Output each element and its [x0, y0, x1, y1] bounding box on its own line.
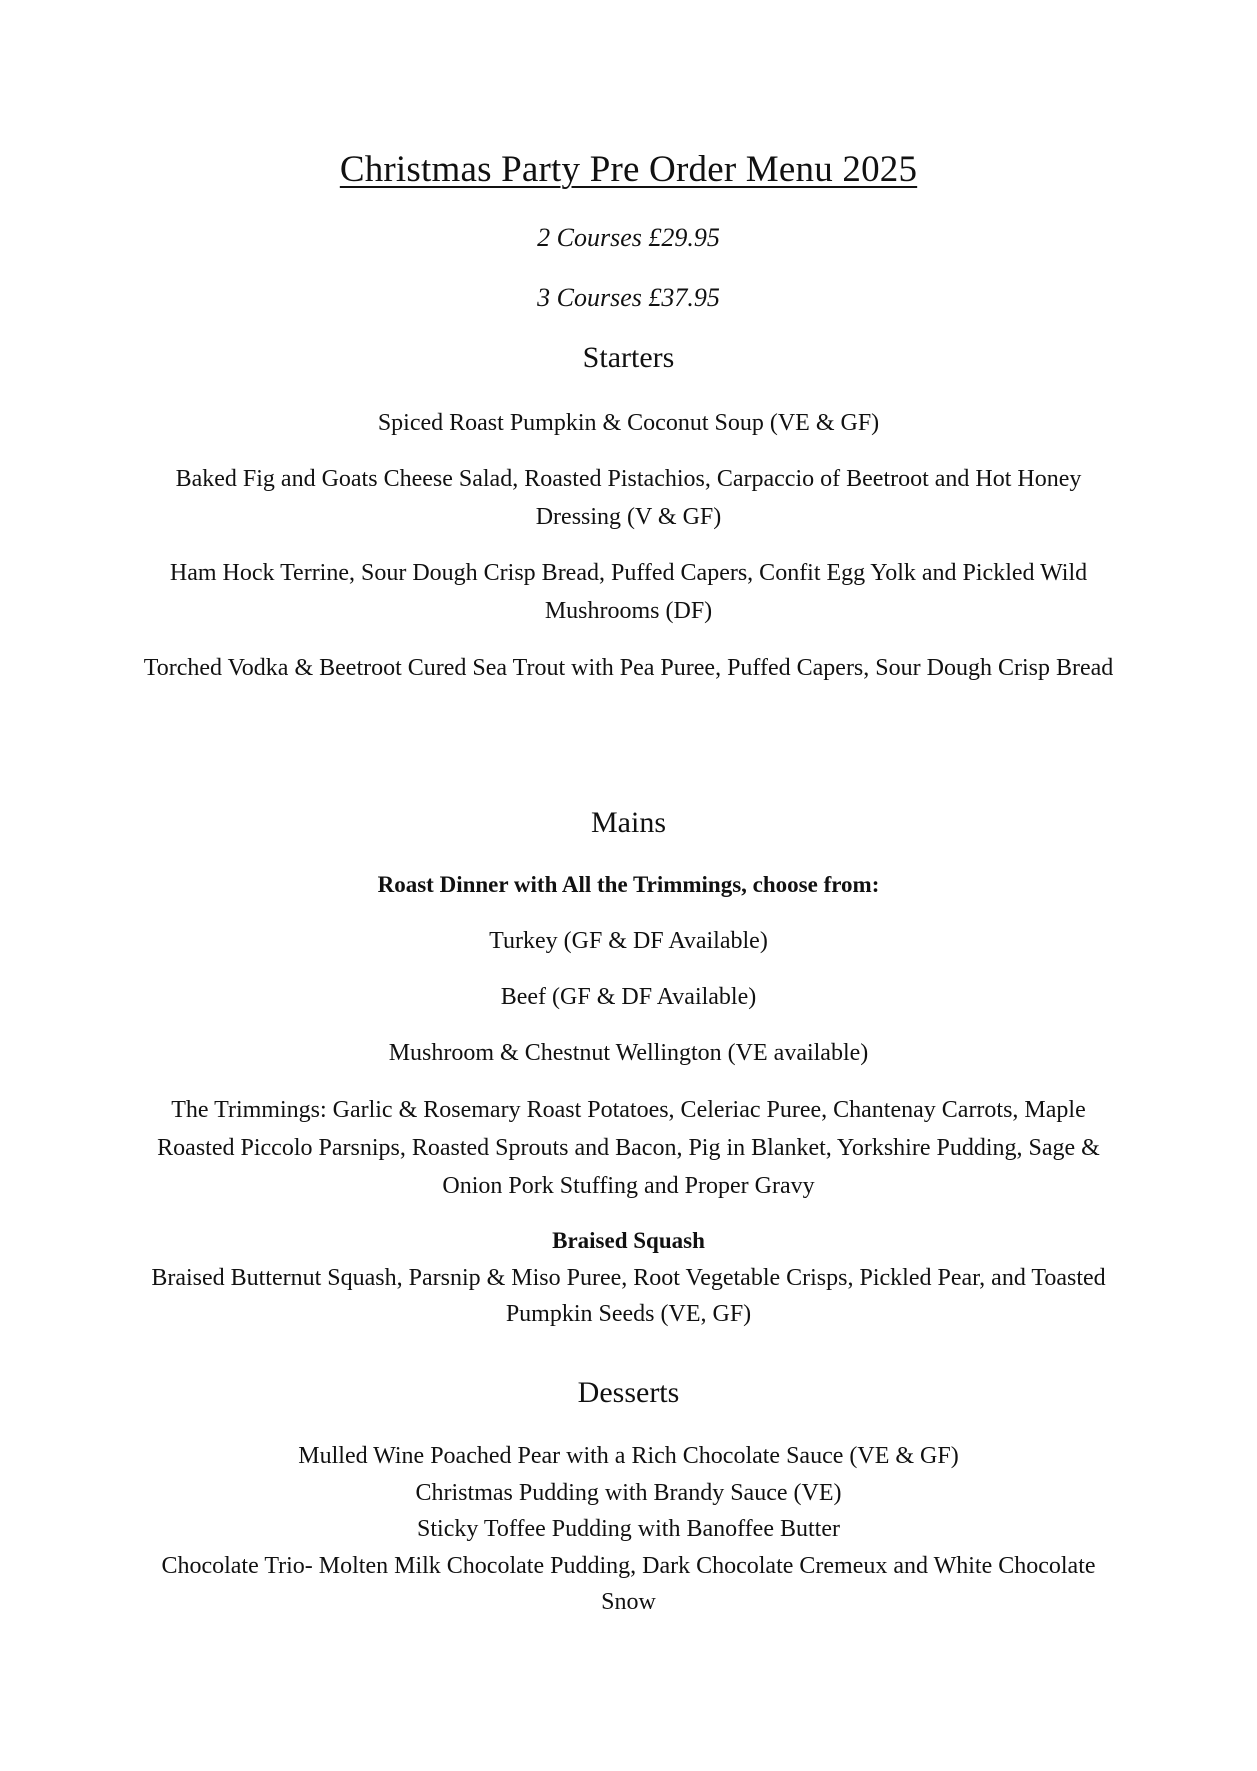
desserts-heading: Desserts	[577, 1376, 680, 1409]
roast-option: Mushroom & Chestnut Wellington (VE available)	[388, 1040, 869, 1066]
price-three-courses: 3 Courses £37.95	[537, 283, 720, 312]
menu-title: Christmas Party Pre Order Menu 2025	[339, 149, 918, 190]
mains-heading: Mains	[591, 806, 666, 839]
dessert-item: Sticky Toffee Pudding with Banoffee Butter	[417, 1516, 840, 1542]
starter-item: Spiced Roast Pumpkin & Coconut Soup (VE & GF)	[377, 410, 880, 436]
dessert-item: Chocolate Trio- Molten Milk Chocolate Pudding, Dark Chocolate Cremeux and White Chocolate Snow	[161, 1552, 1096, 1615]
roast-dinner-heading: Roast Dinner with All the Trimmings, choose from:	[377, 872, 880, 897]
braised-squash-description: Braised Butternut Squash, Parsnip & Miso Puree, Root Vegetable Crisps, Pickled Pear, and Toasted Pumpkin Seeds (VE, GF)	[151, 1265, 1106, 1327]
dessert-item: Mulled Wine Poached Pear with a Rich Chocolate Sauce (VE & GF)	[298, 1443, 959, 1469]
starter-item: Ham Hock Terrine, Sour Dough Crisp Bread, Puffed Capers, Confit Egg Yolk and Pickled Wild Mushrooms (DF)	[169, 560, 1088, 624]
roast-option: Turkey (GF & DF Available)	[489, 928, 768, 954]
roast-option: Beef (GF & DF Available)	[500, 984, 757, 1010]
dessert-item: Christmas Pudding with Brandy Sauce (VE)	[415, 1479, 842, 1506]
price-two-courses: 2 Courses £29.95	[537, 223, 720, 252]
dessert-list	[140, 1438, 1117, 1621]
trimmings-description: The Trimmings: Garlic & Rosemary Roast Potatoes, Celeriac Puree, Chantenay Carrots, Maple Roasted Piccolo Parsnips, Roasted Sprouts and Bacon, Pig in Blanket, Yorkshire Pudding, Sage & Onion Pork Stuffing and Proper Gravy	[157, 1097, 1100, 1199]
starters-heading: Starters	[582, 341, 675, 374]
starter-item: Baked Fig and Goats Cheese Salad, Roasted Pistachios, Carpaccio of Beetroot and Hot Honey Dressing (V & GF)	[175, 466, 1082, 530]
braised-squash-heading: Braised Squash	[552, 1228, 705, 1253]
starter-item: Torched Vodka & Beetroot Cured Sea Trout with Pea Puree, Puffed Capers, Sour Dough Crisp Bread	[143, 655, 1114, 681]
